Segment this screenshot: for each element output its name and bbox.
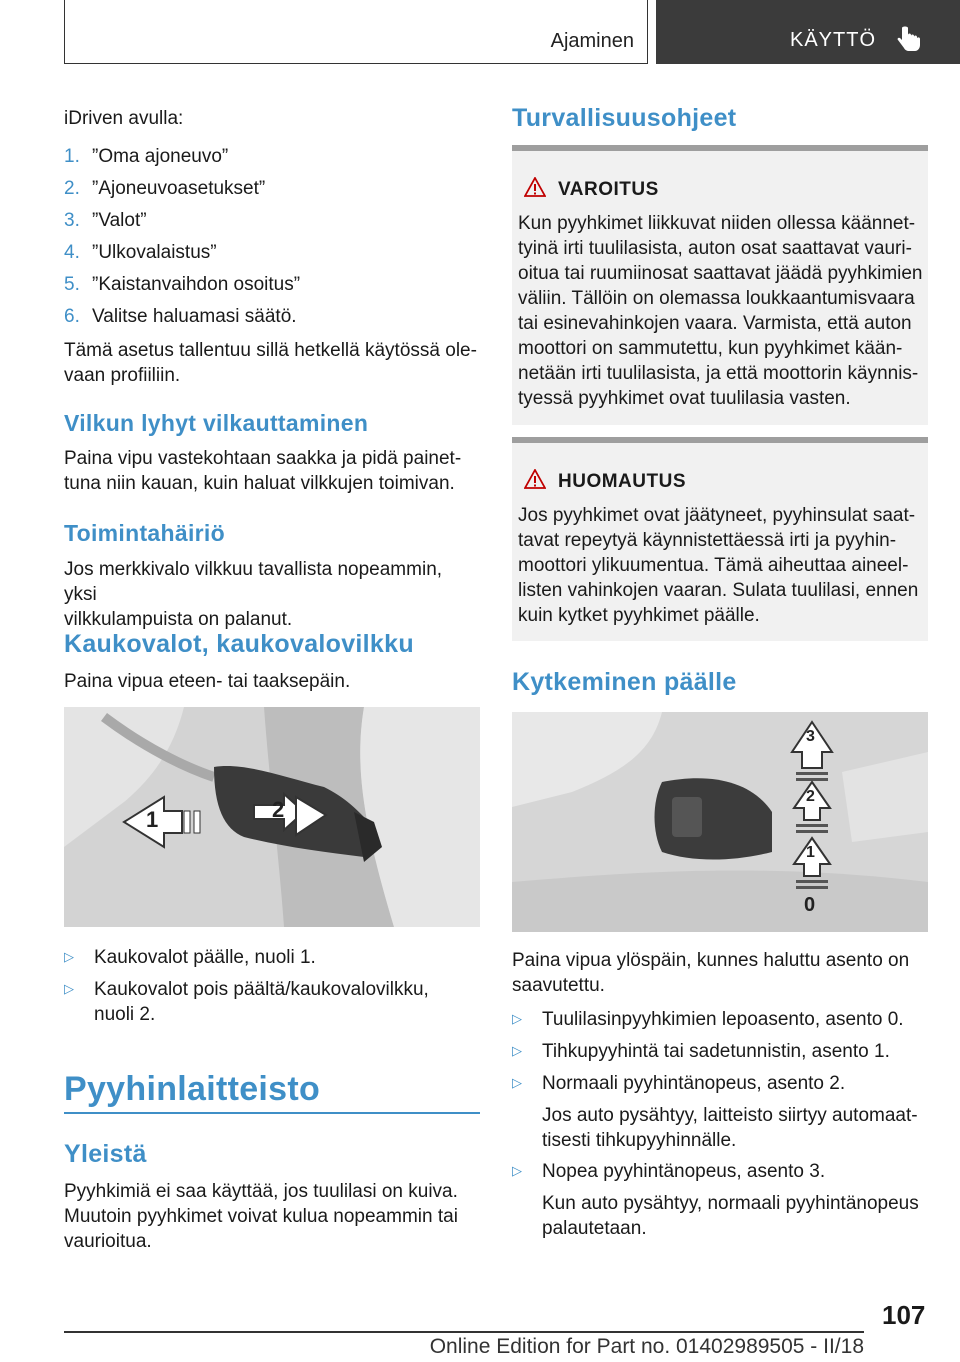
idrive-intro: iDriven avulla: [64, 108, 184, 129]
heading-general: Yleistä [64, 1140, 147, 1168]
text-line: Paina vipua ylöspäin, kunnes haluttu asento on [512, 950, 910, 971]
warning-triangle-icon [524, 177, 546, 197]
text-line: Paina vipu vastekohtaan saakka ja pidä painet‐ [64, 448, 462, 469]
step-4 [64, 240, 480, 265]
high-beam-stalk-image [64, 707, 480, 927]
arrow-label-1: 1 [146, 807, 159, 832]
step-text: ”Oma ajoneuvo” [92, 146, 229, 167]
note-text [518, 503, 928, 628]
step-number: 1. [64, 146, 80, 167]
step-number: 3. [64, 210, 80, 231]
profile-save-note [64, 338, 480, 388]
bullet-triangle-icon: ▷ [64, 981, 74, 996]
hand-pointer-icon [896, 26, 922, 52]
text-line: kuin kytket pyyhkimet päälle. [518, 605, 760, 626]
text-line: moottori ylikuumentua. Tämä aiheuttaa aineel‐ [518, 555, 909, 576]
step-text: ”Valot” [92, 210, 147, 231]
bullet-high-on [64, 944, 480, 970]
text-line: Kun pyyhkimet liikkuvat niiden ollessa käännet‐ [518, 213, 916, 234]
step-1 [64, 144, 480, 169]
bullet-triangle-icon: ▷ [512, 1163, 522, 1178]
step-text: Valitse haluamasi säätö. [92, 306, 297, 327]
warning-title: VAROITUS [558, 179, 659, 200]
text-line: Jos merkkivalo vilkkuu tavallista nopeammin, yksi [64, 559, 443, 605]
footer-edition: Online Edition for Part no. 01402989505 - II/18 [429, 1335, 864, 1358]
bullet-triangle-icon: ▷ [512, 1011, 522, 1026]
bullet-position-2 [512, 1070, 928, 1153]
text-line: väliin. Tällöin on olemassa loukkaantumisvaara [518, 288, 915, 309]
text-line: tai esinevahinkojen vaara. Varmista, että auton [518, 313, 912, 334]
text-line: Tämä asetus tallentuu sillä hetkellä käytössä ole‐ [64, 340, 477, 361]
heading-blink: Vilkun lyhyt vilkauttaminen [64, 410, 369, 436]
section-rule [64, 1112, 480, 1114]
bullet-triangle-icon: ▷ [64, 949, 74, 964]
warning-text [518, 211, 928, 411]
switch-on-text [512, 948, 928, 998]
position-label-2: 2 [806, 788, 815, 805]
text-line: tuna niin kauan, kuin haluat vilkkujen toimivan. [64, 473, 455, 494]
fault-text [64, 557, 480, 632]
note-title: HUOMAUTUS [558, 471, 686, 492]
bullet-position-3 [512, 1158, 928, 1241]
bullet-position-0 [512, 1006, 928, 1032]
bullet-text: nuoli 2. [94, 1004, 156, 1025]
bullet-text: Tuulilasinpyyhkimien lepoasento, asento 0. [542, 1009, 904, 1030]
position-label-0: 0 [804, 894, 816, 916]
text-line: Pyyhkimiä ei saa käyttää, jos tuulilasi on kuiva. [64, 1181, 458, 1202]
footer-rule [64, 1331, 864, 1333]
step-text: ”Kaistanvaihdon osoitus” [92, 274, 301, 295]
bullet-triangle-icon: ▷ [512, 1043, 522, 1058]
heading-switch-on: Kytkeminen päälle [512, 668, 737, 696]
step-number: 6. [64, 306, 80, 327]
blink-text [64, 446, 480, 496]
text-line: vaurioitua. [64, 1231, 152, 1252]
arrow-label-2: 2 [272, 797, 285, 822]
step-2 [64, 176, 480, 201]
step-text: ”Ulkovalaistus” [92, 242, 217, 263]
step-3 [64, 208, 480, 233]
step-number: 4. [64, 242, 80, 263]
general-text [64, 1179, 480, 1254]
bullet-subtext: Jos auto pysähtyy, laitteisto siirtyy automaat‐ [542, 1105, 918, 1126]
bullet-subtext: palautetaan. [542, 1218, 647, 1239]
warning-triangle-icon [524, 469, 546, 489]
text-line: saavutettu. [512, 975, 605, 996]
text-line: Jos pyyhkimet ovat jäätyneet, pyyhinsulat saat‐ [518, 505, 916, 526]
text-line: vaan profiiliin. [64, 365, 181, 386]
position-label-3: 3 [806, 728, 815, 745]
text-line: moottori on sammutettu, kun pyyhkimet kään‐ [518, 338, 903, 359]
step-text: ”Ajoneuvoasetukset” [92, 178, 266, 199]
position-label-1: 1 [806, 844, 815, 861]
warning-box [512, 145, 928, 425]
bullet-position-1 [512, 1038, 928, 1064]
text-line: vilkkulampuista on palanut. [64, 609, 293, 630]
bullet-text: Nopea pyyhintänopeus, asento 3. [542, 1161, 826, 1182]
header-section-title: Ajaminen [550, 30, 634, 52]
page-number: 107 [882, 1300, 926, 1330]
bullet-text: Tihkupyyhintä tai sadetunnistin, asento 1. [542, 1041, 890, 1062]
text-line: Muutoin pyyhkimet voivat kulua nopeammin tai [64, 1206, 458, 1227]
bullet-subtext: Kun auto pysähtyy, normaali pyyhintänopeus [542, 1193, 919, 1214]
bullet-text: Kaukovalot päälle, nuoli 1. [94, 947, 316, 968]
step-6 [64, 304, 480, 329]
bullet-high-off [64, 976, 480, 1027]
wiper-stalk-image [512, 712, 928, 932]
heading-safety: Turvallisuusohjeet [512, 104, 737, 132]
bullet-text: Kaukovalot pois päältä/kaukovalovilkku, [94, 979, 429, 1000]
bullet-triangle-icon: ▷ [512, 1075, 522, 1090]
header-chapter-title: KÄYTTÖ [790, 29, 877, 51]
text-line: oitua tai ruumiinosat saattavat jäädä pyyhkimien [518, 263, 923, 284]
high-beam-text: Paina vipua eteen- tai taaksepäin. [64, 671, 351, 692]
step-number: 2. [64, 178, 80, 199]
text-line: netään irti tuulilasista, ja että moottorin käynnis‐ [518, 363, 919, 384]
text-line: tyessä pyyhkimet ovat tuulilasia vasten. [518, 388, 851, 409]
bullet-subtext: tisesti tihkupyyhinnälle. [542, 1130, 737, 1151]
note-box [512, 437, 928, 641]
step-number: 5. [64, 274, 80, 295]
step-5 [64, 272, 480, 297]
heading-high-beam: Kaukovalot, kaukovalovilkku [64, 630, 414, 658]
wiper-illustration [512, 712, 928, 932]
text-line: listen vahinkojen vaaran. Sulata tuulilasi, ennen [518, 580, 919, 601]
bullet-text: Normaali pyyhintänopeus, asento 2. [542, 1073, 846, 1094]
text-line: tyinä irti tuulilasista, auton osat saattavat vauri‐ [518, 238, 912, 259]
heading-wipers: Pyyhinlaitteisto [64, 1070, 321, 1108]
heading-fault: Toimintahäiriö [64, 520, 225, 546]
text-line: tavat repeytyä käynnistettäessä irti ja pyyhin‐ [518, 530, 897, 551]
